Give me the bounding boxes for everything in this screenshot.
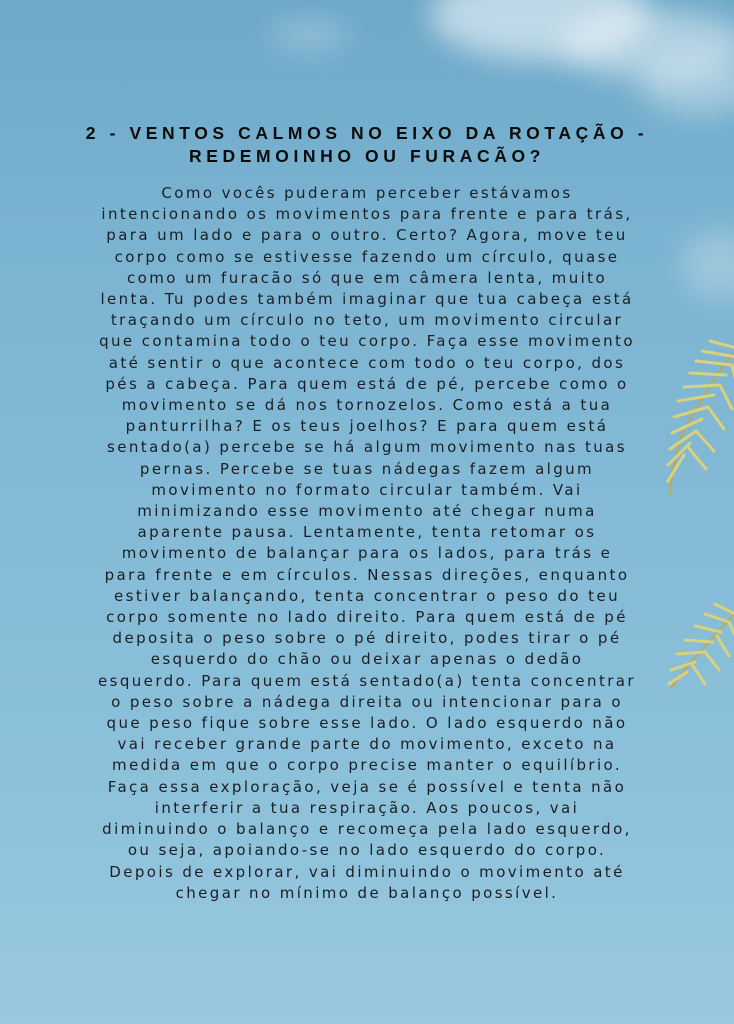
body-paragraph: Como vocês puderam perceber estávamos intencionando os movimentos para frente e para trás, para um lado e para o outro. Certo? Agora, move teu corpo como se estivesse fazendo um círculo, quase como um furacão só que em câmera lenta, muito lenta. Tu podes também imaginar que tua cabeça está traçando um círculo no teto, um movimento circular que contamina todo o teu corpo. Faça esse movimento até sentir o que acontece com todo o teu corpo, dos pés a cabeça. Para quem está de pé, percebe como o movimento se dá nos tornozelos. Como está a tua panturrilha? E os teus joelhos? E para quem está sentado(a) percebe se há algum movimento nas tuas pernas. Percebe se tuas nádegas fazem algum movimento no formato circular também. Vai minimizando esse movimento até chegar numa aparente pausa. Lentamente, tenta retomar os movimento de balançar para os lados, para trás e para frente e em círculos. Nessas direções, enquanto estiver balançando, tenta concentrar o peso do teu corpo somente no lado direito. Para quem está de pé deposita o peso sobre o pé direito, podes tirar o pé esquerdo do chão ou deixar apenas o dedão esquerdo. Para quem está sentado(a) tenta concentrar o peso sobre a nádega direita ou intencionar para o que peso fique sobre esse lado. O lado esquerdo não vai receber grande parte do movimento, exceto na medida em que o corpo precise manter o equilíbrio. Faça essa exploração, veja se é possível e tenta não interferir a tua respiração. Aos poucos, vai diminuindo o balanço e recomeça pela lado esquerdo, ou seja, apoiando-se no lado esquerdo do corpo. Depois de explorar, vai diminuindo o movimento até chegar no mínimo de balanço possível. — [98, 184, 636, 902]
cloud-shape — [270, 20, 350, 50]
page-title: 2 - VENTOS CALMOS NO EIXO DA ROTAÇÃO - REDEMOINHO OU FURACÃO? — [85, 123, 649, 166]
cloud-shape — [680, 230, 734, 300]
